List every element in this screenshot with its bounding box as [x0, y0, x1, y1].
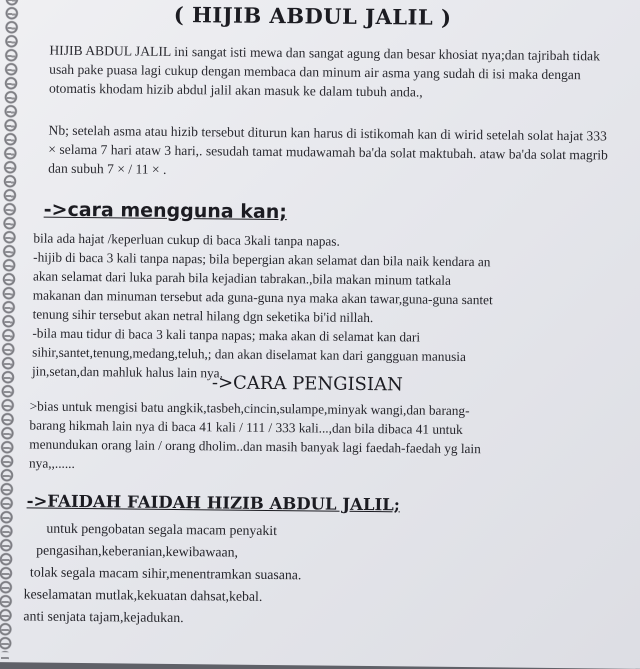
text-line: tolak segala macam sihir,menentramkan suasana. — [29, 564, 302, 583]
text-line: makanan dan minuman tersebut ada guna-guna nya maka akan tawar,guna-guna santet — [32, 287, 493, 308]
text-line: jin,setan,dan mahluk halus lain nya. — [31, 363, 224, 381]
section-filling-heading: ->CARA PENGISIAN — [211, 372, 403, 396]
text-line: keselamatan mutlak,kekuatan dahsat,kebal. — [23, 586, 263, 604]
section-benefits-body — [23, 517, 302, 630]
section-benefits-heading: ->FAIDAH FAIDAH HIZIB ABDUL JALIL; — [26, 491, 401, 515]
text-line: >bias untuk mengisi batu angkik,tasbeh,cincin,sulampe,minyak wangi,dan barang- — [29, 398, 470, 419]
text-line: sihir,santet,tenung,medang,teluh,; dan akan diselamat kan dari gangguan manusia — [32, 344, 467, 365]
text-line: akan selamat dari luka parah bila kejadian tabrakan.,bila makan minum tatkala — [32, 268, 452, 288]
text-line: menundukan orang lain / orang dholim..dan masih banyak lagi faedah-faedah yg lain — [29, 436, 481, 457]
note-paragraph: Nb; setelah asma atau hizib tersebut diturun kan harus di istikomah kan di wirid setelah solat hajat 333 × selama 7 hari ataw 3 hari,. sesudah tamat mudawamah ba'da solat maktubah. ataw ba'da solat magrib dan subuh 7 × / 11 × . — [48, 122, 608, 177]
section-usage-heading: ->cara mengguna kan; — [43, 198, 288, 224]
text-line: tenung sihir tersebut akan netral hilang dgn seketika bi'id nillah. — [32, 306, 374, 326]
text-line: anti senjata tajam,kejadukan. — [23, 608, 184, 626]
intro-paragraph: HIJIB ABDUL JALIL ini sangat isti mewa dan sangat agung dan besar khosiat nya;dan tajribah tidak usah pake puasa lagi cukup dengan membaca dan minum air asma yang sudah di isi maka dengan otomatis khodam hizib abdul jalil akan masuk ke dalam tubuh anda., — [48, 42, 600, 100]
document-title: ( HIJIB ABDUL JALIL ) — [173, 1, 452, 30]
text-line: pengasihan,keberanian,kewibawaan, — [36, 542, 239, 560]
text-line: -hijib di baca 3 kali tanpa napas; bila bepergian akan selamat dan bila naik kendara an — [33, 249, 491, 270]
text-line: barang hikmah lain nya di baca 41 kali / 111 / 333 kali...,dan bila dibaca 41 untuk — [29, 417, 463, 437]
section-filling-body — [29, 396, 481, 477]
text-line: bila ada hajat /keperluan cukup di baca 3kali tanpa napas. — [33, 230, 340, 249]
text-line: nya,,...... — [28, 455, 75, 471]
text-line: untuk pengobatan segala macam penyakit — [46, 520, 278, 539]
text-line: -bila mau tidur di baca 3 kali tanpa napas; maka akan di selamat kan dari — [32, 325, 421, 345]
section-usage-body — [32, 228, 493, 385]
